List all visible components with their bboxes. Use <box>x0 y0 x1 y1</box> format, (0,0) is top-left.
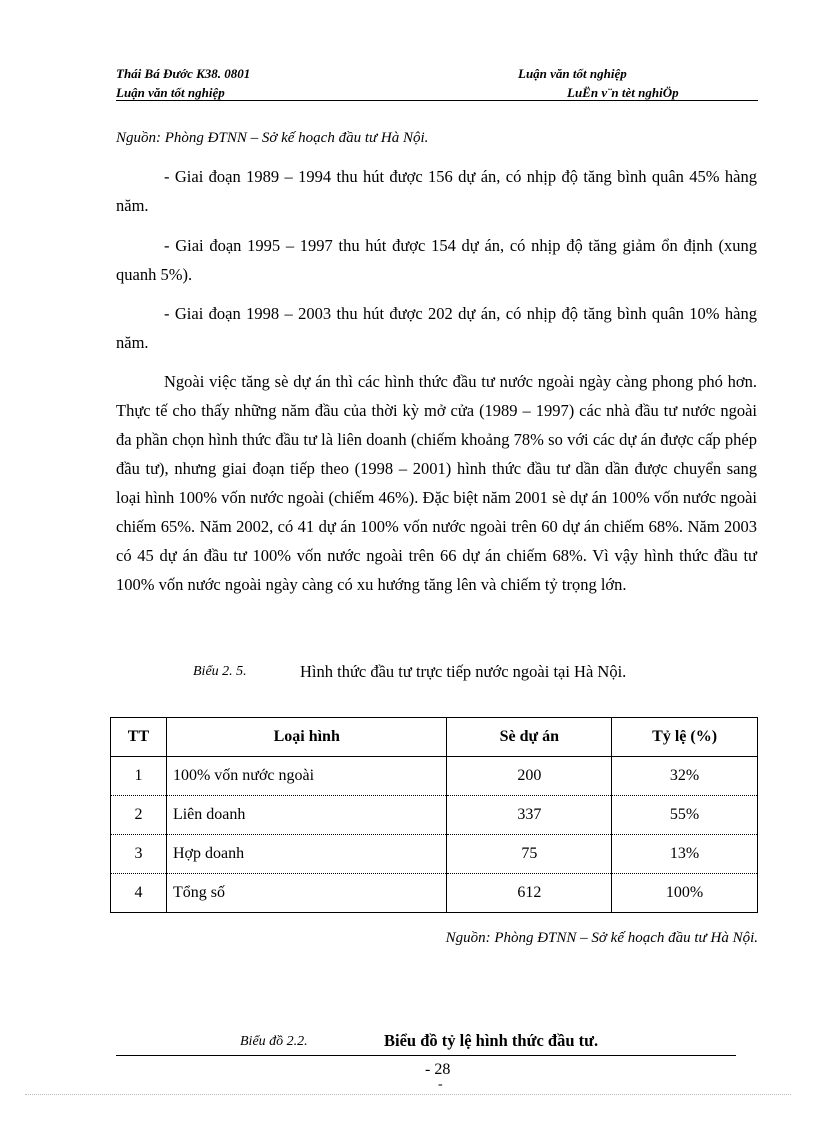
cell-type: Liên doanh <box>166 796 447 835</box>
cell-tt: 4 <box>111 874 167 913</box>
cell-type: Hợp doanh <box>166 835 447 874</box>
cell-ratio: 32% <box>612 757 758 796</box>
paragraph-2 <box>116 231 757 289</box>
table-row <box>111 874 758 913</box>
bottom-dotted-divider <box>25 1094 791 1095</box>
table-row <box>111 757 758 796</box>
cell-count: 75 <box>447 835 612 874</box>
footer-rule <box>116 1055 736 1056</box>
page-number: - 28 <box>425 1061 451 1078</box>
cell-type: Tổng số <box>166 874 447 913</box>
header-title-left: Luận văn tốt nghiệp <box>116 85 225 100</box>
cell-count: 337 <box>447 796 612 835</box>
table-row <box>111 796 758 835</box>
cell-tt: 3 <box>111 835 167 874</box>
source-note-bottom: Nguồn: Phòng ĐTNN – Sở kế hoạch đầu tư Hà Nội. <box>445 930 758 946</box>
paragraph-2-text: - Giai đoạn 1995 – 1997 thu hút được 154 dự án, có nhịp độ tăng giảm ổn định (xung quanh 5%). <box>116 236 757 284</box>
cell-count: 200 <box>447 757 612 796</box>
table-row <box>111 835 758 874</box>
chart-caption-label: Biểu đồ 2.2. <box>240 1034 308 1049</box>
paragraph-1 <box>116 162 757 220</box>
source-note-top: Nguồn: Phòng ĐTNN – Sở kế hoạch đầu tư Hà Nội. <box>116 130 429 146</box>
cell-ratio: 55% <box>612 796 758 835</box>
paragraph-1-text: - Giai đoạn 1989 – 1994 thu hút được 156 dự án, có nhịp độ tăng bình quân 45% hàng năm. <box>116 167 757 215</box>
col-header-ratio: Tỷ lệ (%) <box>612 718 758 757</box>
col-header-tt: TT <box>111 718 167 757</box>
investment-form-table <box>110 717 758 913</box>
chart-caption-text: Biểu đồ tỷ lệ hình thức đầu tư. <box>384 1031 599 1050</box>
col-header-count: Sè dự án <box>447 718 612 757</box>
paragraph-3 <box>116 299 757 357</box>
paragraph-4 <box>116 367 757 599</box>
cell-type: 100% vốn nước ngoài <box>166 757 447 796</box>
paragraph-3-text: - Giai đoạn 1998 – 2003 thu hút được 202 dự án, có nhịp độ tăng bình quân 10% hàng năm. <box>116 304 757 352</box>
cell-ratio: 100% <box>612 874 758 913</box>
col-header-type: Loại hình <box>166 718 447 757</box>
paragraph-4-text: Ngoài việc tăng sè dự án thì các hình thức đầu tư nước ngoài ngày càng phong phó hơn. Thực tế cho thấy những năm đầu của thời kỳ mở cửa (1989 – 1997) các nhà đầu tư nước ngoài đa phần chọn hình thức đầu tư là liên doanh (chiếm khoảng 78% so với các dự án được cấp phép đầu tư), nhưng giai đoạn tiếp theo (1998 – 2001) hình thức đầu tư dần dần được chuyển sang loại hình 100% vốn nước ngoài (chiếm 46%). Đặc biệt năm 2001 sè dự án 100% vốn nước ngoài chiếm 65%. Năm 2002, có 41 dự án 100% vốn nước ngoài trên 60 dự án chiếm 68%. Năm 2003 có 45 dự án đầu tư 100% vốn nước ngoài trên 66 dự án chiếm 68%. Vì vậy hình thức đầu tư 100% vốn nước ngoài ngày càng có xu hướng tăng lên và chiếm tỷ trọng lớn. <box>116 372 757 594</box>
table-caption-text: Hình thức đầu tư trực tiếp nước ngoài tại Hà Nội. <box>300 662 627 681</box>
table-header-row <box>111 718 758 757</box>
header-rule <box>116 100 758 101</box>
header-title-right: Luận văn tốt nghiệp <box>518 66 627 81</box>
cell-count: 612 <box>447 874 612 913</box>
page-number-dash: - <box>438 1077 443 1092</box>
header-title-garbled: LuËn v¨n tèt nghiÖp <box>567 85 679 100</box>
cell-tt: 2 <box>111 796 167 835</box>
cell-ratio: 13% <box>612 835 758 874</box>
table-caption-label: Biểu 2. 5. <box>193 664 247 679</box>
cell-tt: 1 <box>111 757 167 796</box>
header-author: Thái Bá Đước K38. 0801 <box>116 66 251 81</box>
